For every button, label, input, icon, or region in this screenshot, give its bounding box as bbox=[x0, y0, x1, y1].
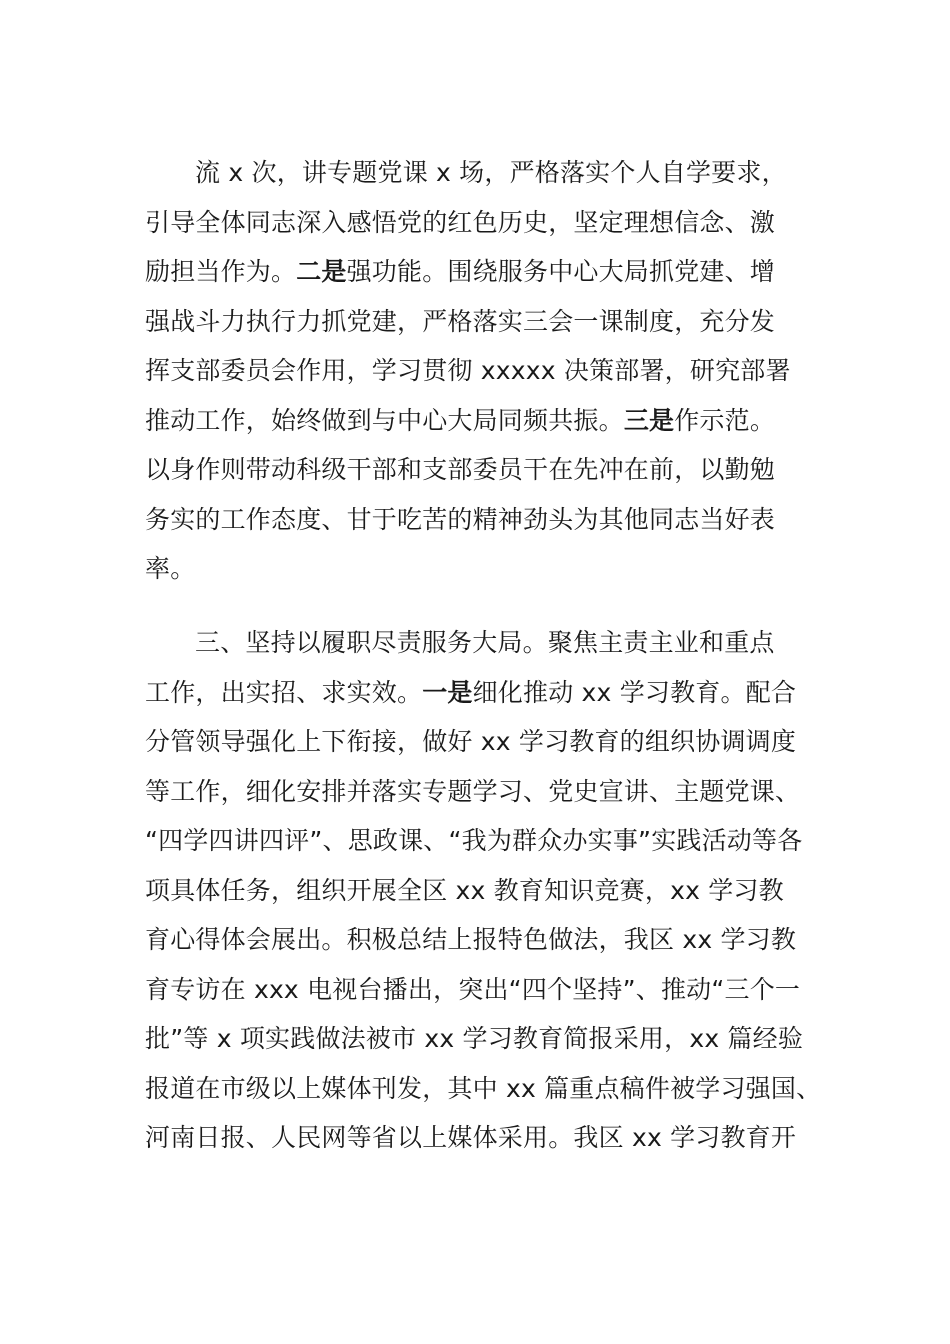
text-line: 务实的工作态度、甘于吃苦的精神劲头为其他同志当好表 bbox=[145, 504, 776, 534]
text-line: 强战斗力执行力抓党建，严格落实三会一课制度，充分发 bbox=[145, 306, 776, 336]
text-line: 育专访在 xxx 电视台播出，突出“四个坚持”、推动“三个一 bbox=[145, 974, 801, 1004]
text-line: 推动工作，始终做到与中心大局同频共振。三是作示范。 bbox=[145, 405, 776, 435]
emphasis-second: 二是 bbox=[296, 257, 347, 286]
text-line: 分管领导强化上下衔接，做好 xx 学习教育的组织协调调度 bbox=[145, 727, 797, 756]
text-line: 工作，出实招、求实效。一是细化推动 xx 学习教育。配合 bbox=[145, 677, 797, 707]
text-line: 报道在市级以上媒体刊发，其中 xx 篇重点稿件被学习强国、 bbox=[145, 1073, 822, 1103]
paragraph-duty-service bbox=[145, 618, 825, 1163]
emphasis-first: 一是 bbox=[422, 677, 473, 707]
text-line: 项具体任务，组织开展全区 xx 教育知识竞赛，xx 学习教 bbox=[145, 875, 784, 905]
text-line: 育心得体会展出。积极总结上报特色做法，我区 xx 学习教 bbox=[145, 925, 797, 954]
text-line: 以身作则带动科级干部和支部委员干在先冲在前，以勤勉 bbox=[145, 455, 776, 484]
text-line: 率。 bbox=[145, 554, 196, 583]
text-line: 挥支部委员会作用，学习贯彻 xxxxx 决策部署，研究部署 bbox=[145, 356, 791, 385]
text-line: 等工作，细化安排并落实专题学习、党史宣讲、主题党课、 bbox=[145, 776, 801, 806]
text-line: 河南日报、人民网等省以上媒体采用。我区 xx 学习教育开 bbox=[145, 1123, 797, 1152]
text-line: 批”等 x 项实践做法被市 xx 学习教育简报采用，xx 篇经验 bbox=[145, 1024, 804, 1053]
section-heading-line: 三、坚持以履职尽责服务大局。聚焦主责主业和重点 bbox=[195, 628, 775, 657]
text-line: “四学四讲四评”、思政课、“我为群众办实事”实践活动等各 bbox=[145, 826, 803, 855]
emphasis-third: 三是 bbox=[623, 405, 675, 435]
paragraph-party-building bbox=[145, 148, 825, 594]
text-line: 励担当作为。二是强功能。围绕服务中心大局抓党建、增 bbox=[145, 257, 776, 286]
text-line: 流 x 次，讲专题党课 x 场，严格落实个人自学要求， bbox=[195, 158, 787, 187]
text-line: 引导全体同志深入感悟党的红色历史，坚定理想信念、激 bbox=[145, 207, 776, 237]
